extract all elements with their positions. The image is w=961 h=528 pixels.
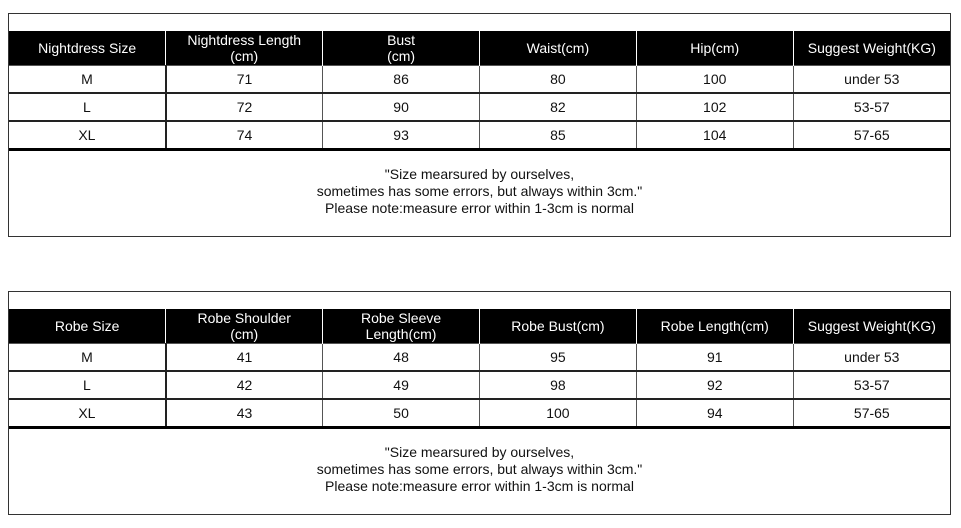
table-cell: 48 [323,344,480,372]
note-line: Please note:measure error within 1-3cm is normal [325,478,634,494]
nightdress-size-chart [8,13,951,237]
table-cell: M [9,66,166,94]
column-header: Nightdress Length (cm) [166,31,323,66]
table-cell: XL [9,121,166,150]
column-header: Robe Shoulder (cm) [166,309,323,344]
table-row [9,344,950,372]
table-cell: 100 [479,399,636,428]
table-cell: 104 [636,121,793,150]
table-cell: 53-57 [793,93,950,121]
table-cell: 57-65 [793,121,950,150]
robe-size-chart [8,291,951,515]
note-line: "Size mearsured by ourselves, [384,444,575,460]
table-cell: M [9,344,166,372]
column-header: Bust (cm) [323,31,480,66]
table-cell: 91 [636,344,793,372]
column-header: Robe Length(cm) [636,309,793,344]
table-cell: under 53 [793,66,950,94]
table-row [9,399,950,428]
note-line: "Size mearsured by ourselves, [384,166,575,182]
note-line: Please note:measure error within 1-3cm is normal [325,200,634,216]
table-cell: L [9,371,166,399]
table-row [9,93,950,121]
table-cell: 57-65 [793,399,950,428]
table-cell: 74 [166,121,323,150]
table-cell: 100 [636,66,793,94]
column-header: Suggest Weight(KG) [793,31,950,66]
table-cell: 80 [479,66,636,94]
table-cell: 53-57 [793,371,950,399]
table-cell: 42 [166,371,323,399]
column-header: Nightdress Size [9,31,166,66]
column-header: Suggest Weight(KG) [793,309,950,344]
table-row [9,121,950,150]
table-cell: 49 [323,371,480,399]
table-header-row [9,31,950,66]
table-cell: 92 [636,371,793,399]
column-header: Hip(cm) [636,31,793,66]
table-cell: 95 [479,344,636,372]
table-cell: 98 [479,371,636,399]
table-cell: 86 [323,66,480,94]
table-cell: 94 [636,399,793,428]
table-cell: under 53 [793,344,950,372]
table-cell: 71 [166,66,323,94]
table-cell: 93 [323,121,480,150]
column-header: Waist(cm) [479,31,636,66]
table-cell: 43 [166,399,323,428]
nightdress-size-table [9,31,950,151]
table-cell: 72 [166,93,323,121]
table-cell: 50 [323,399,480,428]
column-header: Robe Size [9,309,166,344]
table-cell: 41 [166,344,323,372]
measurement-note [9,444,950,495]
column-header: Robe Bust(cm) [479,309,636,344]
note-line: sometimes has some errors, but always within 3cm." [316,183,643,199]
table-row [9,371,950,399]
column-header: Robe Sleeve Length(cm) [323,309,480,344]
table-cell: 90 [323,93,480,121]
table-cell: 85 [479,121,636,150]
table-cell: 102 [636,93,793,121]
table-cell: L [9,93,166,121]
table-cell: XL [9,399,166,428]
table-cell: 82 [479,93,636,121]
table-row [9,66,950,94]
note-line: sometimes has some errors, but always within 3cm." [316,461,643,477]
measurement-note [9,166,950,217]
table-header-row [9,309,950,344]
robe-size-table [9,309,950,429]
